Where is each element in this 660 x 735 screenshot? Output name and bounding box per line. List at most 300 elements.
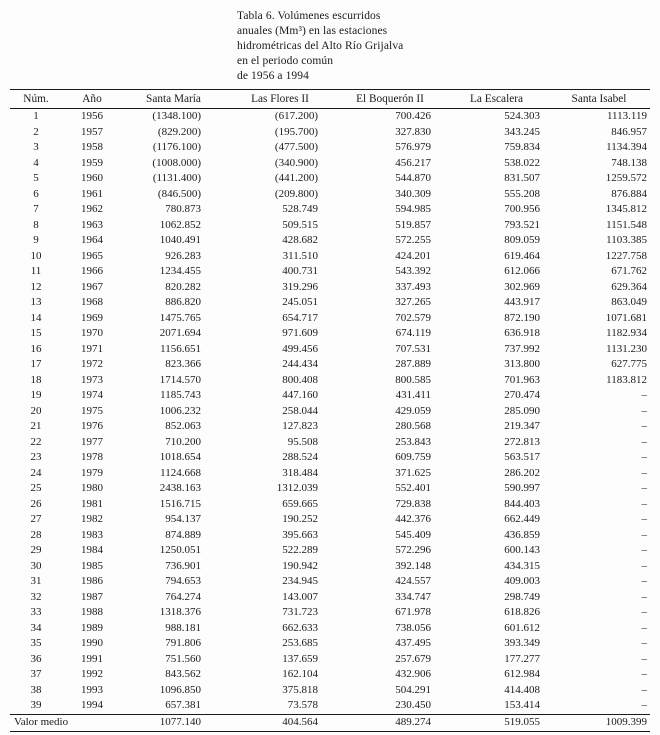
footer-value: 404.564: [282, 715, 318, 728]
table-cell: 19: [30, 389, 42, 401]
table-cell: 2438.163: [159, 482, 201, 494]
table-cell: 9: [33, 234, 39, 246]
caption-line-5: de 1956 a 1994: [237, 70, 309, 82]
table-cell: 731.723: [282, 606, 318, 618]
table-cell: 270.474: [504, 389, 540, 401]
data-table: [10, 89, 650, 732]
table-cell: 1156.651: [160, 342, 201, 355]
table-cell: 601.612: [504, 621, 540, 634]
table-row: [10, 481, 650, 497]
table-cell: 7: [33, 203, 39, 215]
table-cell: 793.521: [504, 218, 540, 231]
table-cell: 38: [30, 683, 42, 696]
table-cell: –: [641, 466, 647, 479]
table-cell: 245.051: [282, 296, 318, 308]
table-cell: 659.665: [282, 497, 318, 510]
table-cell: –: [641, 451, 647, 463]
table-cell: 137.659: [282, 652, 318, 665]
table-cell: 538.022: [504, 156, 540, 169]
table-cell: 253.685: [282, 637, 318, 649]
table-cell: 1991: [81, 652, 103, 665]
table-cell: –: [641, 528, 647, 541]
table-cell: 844.403: [504, 497, 540, 510]
table-cell: 1972: [81, 358, 103, 370]
table-cell: 37: [30, 668, 42, 680]
table-cell: –: [641, 621, 647, 634]
table-cell: 257.679: [395, 652, 431, 665]
table-cell: –: [641, 683, 647, 696]
column-header: El Boquerón II: [356, 93, 424, 105]
table-cell: (1176.100): [152, 141, 201, 153]
table-cell: 1183.812: [606, 373, 647, 386]
table-cell: 1981: [81, 497, 103, 510]
table-cell: 6: [33, 187, 39, 200]
table-row: [10, 326, 650, 342]
caption-line-4: en el periodo común: [237, 55, 334, 67]
table-cell: 519.857: [395, 218, 431, 231]
table-cell: 8: [33, 218, 39, 231]
table-cell: 33: [30, 606, 42, 618]
table-cell: –: [641, 513, 647, 525]
table-row: [10, 559, 650, 575]
table-cell: 13: [30, 296, 42, 308]
table-cell: 234.945: [282, 575, 318, 587]
table-cell: 20: [30, 404, 42, 417]
table-row: [10, 698, 650, 714]
table-cell: 1959: [81, 156, 103, 169]
table-row: [10, 280, 650, 296]
caption-line-1: Tabla 6. Volúmenes escurridos: [237, 10, 381, 22]
table-cell: 504.291: [395, 683, 431, 696]
table-cell: 288.524: [282, 451, 318, 463]
table-cell: 286.202: [504, 466, 540, 479]
table-cell: –: [641, 389, 647, 401]
table-row: [10, 404, 650, 420]
table-cell: 3: [33, 141, 39, 153]
table-cell: 800.585: [395, 373, 431, 386]
table-cell: 29: [30, 544, 42, 556]
table-cell: (477.500): [274, 141, 318, 153]
column-header: Núm.: [23, 93, 49, 105]
table-cell: 313.800: [504, 358, 540, 370]
table-cell: 392.148: [395, 559, 431, 572]
table-cell: 437.495: [395, 637, 431, 649]
table-cell: 874.889: [165, 528, 201, 541]
table-cell: 736.901: [165, 559, 201, 572]
table-cell: 414.408: [504, 683, 540, 696]
table-cell: 1071.681: [605, 311, 647, 324]
table-cell: 1985: [81, 559, 103, 572]
table-cell: 340.309: [395, 187, 431, 200]
table-cell: 258.044: [282, 404, 318, 417]
table-cell: 843.562: [165, 668, 201, 680]
table-cell: 287.889: [395, 358, 431, 370]
table-row: [10, 605, 650, 621]
table-cell: 737.992: [504, 342, 540, 355]
table-cell: 671.978: [395, 606, 431, 618]
table-cell: 1970: [81, 327, 103, 339]
table-cell: –: [641, 482, 647, 494]
table-cell: 594.985: [395, 203, 431, 215]
table-cell: 34: [30, 621, 42, 634]
table-cell: 434.315: [504, 559, 540, 572]
table-cell: 1: [33, 110, 39, 122]
table-cell: 1984: [81, 544, 103, 556]
table-cell: 1134.394: [606, 141, 647, 153]
table-cell: 15: [30, 327, 42, 339]
table-cell: 219.347: [504, 420, 540, 432]
table-cell: –: [641, 637, 647, 649]
table-cell: 522.289: [282, 544, 318, 556]
table-cell: 432.906: [395, 668, 431, 680]
table-cell: 21: [30, 420, 42, 432]
table-cell: 1993: [81, 683, 103, 696]
table-cell: 1982: [81, 513, 103, 525]
footer-value: 519.055: [504, 715, 540, 728]
table-cell: 1312.039: [276, 482, 318, 494]
table-cell: 244.434: [282, 358, 318, 370]
table-cell: 153.414: [504, 699, 540, 711]
table-cell: 409.003: [504, 575, 540, 587]
table-cell: 528.749: [282, 203, 318, 215]
table-cell: 1976: [81, 420, 103, 432]
table-cell: 272.813: [504, 435, 540, 448]
table-cell: 10: [30, 249, 42, 262]
caption-line-2: anuales (Mm³) en las estaciones: [237, 25, 388, 37]
table-row: [10, 249, 650, 265]
table-row: [10, 497, 650, 513]
table-cell: 751.560: [165, 652, 201, 665]
table-cell: 800.408: [282, 373, 318, 386]
table-cell: 1516.715: [159, 497, 201, 510]
table-cell: 852.063: [165, 420, 201, 432]
table-cell: 657.381: [165, 699, 201, 711]
table-cell: 162.104: [282, 668, 318, 680]
table-cell: (1008.000): [152, 156, 201, 169]
table-cell: 499.456: [282, 342, 318, 355]
table-cell: 543.392: [395, 265, 431, 277]
table-row: [10, 109, 650, 125]
table-cell: 794.653: [165, 575, 201, 587]
table-cell: 700.426: [395, 110, 431, 122]
table-cell: (1131.400): [152, 172, 201, 184]
table-cell: 707.531: [395, 342, 431, 355]
table-cell: (441.200): [274, 172, 318, 184]
table-cell: 618.826: [504, 606, 540, 618]
table-body: [10, 109, 650, 715]
table-cell: 393.349: [504, 637, 540, 649]
table-cell: 791.806: [165, 637, 201, 649]
table-cell: 764.274: [165, 590, 201, 603]
table-cell: –: [641, 420, 647, 432]
table-cell: 28: [30, 528, 42, 541]
table-cell: 1977: [81, 435, 103, 448]
table-cell: 1103.385: [606, 234, 647, 246]
table-cell: 1250.051: [159, 544, 201, 556]
table-cell: 1960: [81, 172, 103, 184]
table-cell: 1994: [81, 699, 103, 711]
table-cell: 280.568: [395, 420, 431, 432]
column-header: La Escalera: [470, 93, 523, 105]
table-row: [10, 311, 650, 327]
table-cell: 424.557: [395, 575, 431, 587]
table-cell: 1113.119: [606, 110, 647, 122]
column-header: Santa Isabel: [571, 93, 627, 105]
table-cell: –: [641, 575, 647, 587]
table-cell: 1969: [81, 311, 103, 324]
table-cell: 702.579: [395, 311, 431, 324]
table-cell: (829.200): [157, 125, 201, 138]
table-row: [10, 667, 650, 683]
table-cell: 609.759: [395, 451, 431, 463]
table-row: [10, 202, 650, 218]
table-row: [10, 373, 650, 389]
table-cell: 25: [30, 482, 42, 494]
table-row: [10, 435, 650, 451]
table-cell: 253.843: [395, 435, 431, 448]
column-header: Año: [82, 93, 102, 105]
table-cell: 544.870: [395, 172, 431, 184]
table-row: [10, 171, 650, 187]
table-cell: 729.838: [395, 497, 431, 510]
table-cell: 32: [30, 590, 42, 603]
table-cell: 1018.654: [159, 451, 201, 463]
table-cell: 619.464: [504, 249, 540, 262]
table-cell: 1967: [81, 280, 103, 293]
table-cell: 1964: [81, 234, 103, 246]
table-cell: 31: [30, 575, 42, 587]
table-cell: 662.633: [282, 621, 318, 634]
table-cell: 127.823: [282, 420, 318, 432]
table-cell: 2071.694: [159, 327, 201, 339]
table-cell: (195.700): [274, 125, 318, 138]
table-row: [10, 636, 650, 652]
table-cell: 2: [33, 125, 39, 138]
column-header: Santa María: [146, 93, 201, 105]
table-cell: 563.517: [504, 451, 540, 463]
table-cell: 572.296: [395, 544, 431, 556]
table-cell: 863.049: [611, 296, 647, 308]
table-row: [10, 528, 650, 544]
table-cell: 1975: [81, 404, 103, 417]
table-cell: 230.450: [395, 699, 431, 711]
table-row: [10, 295, 650, 311]
table-cell: 327.265: [395, 296, 431, 308]
table-cell: 988.181: [165, 621, 201, 634]
table-cell: 5: [33, 172, 39, 184]
table-cell: 636.918: [504, 327, 540, 339]
footer-value: 1077.140: [159, 715, 201, 728]
table-cell: 298.749: [504, 590, 540, 603]
column-header: Las Flores II: [251, 93, 309, 105]
table-row: [10, 466, 650, 482]
table-row: [10, 233, 650, 249]
table-cell: 18: [30, 373, 42, 386]
table-header-row: [10, 90, 650, 109]
table-cell: 12: [30, 280, 42, 293]
table-cell: 612.066: [504, 265, 540, 277]
table-cell: 39: [30, 699, 42, 711]
table-cell: 1714.570: [159, 373, 201, 386]
table-cell: 319.296: [282, 280, 318, 293]
table-cell: 831.507: [504, 172, 540, 184]
table-cell: 11: [30, 265, 42, 277]
table-row: [10, 156, 650, 172]
table-row: [10, 342, 650, 358]
table-cell: 24: [30, 466, 42, 479]
table-cell: 1318.376: [159, 606, 201, 618]
table-row: [10, 187, 650, 203]
table-cell: 710.200: [165, 435, 201, 448]
table-cell: (340.900): [274, 156, 318, 169]
table-cell: –: [641, 497, 647, 510]
table-cell: 436.859: [504, 528, 540, 541]
table-cell: 395.663: [282, 528, 318, 541]
table-row: [10, 621, 650, 637]
table-cell: (1348.100): [152, 110, 201, 122]
table-cell: 576.979: [395, 141, 431, 153]
table-cell: 545.409: [395, 528, 431, 541]
table-cell: 886.820: [165, 296, 201, 308]
table-cell: 572.255: [395, 234, 431, 246]
table-cell: 1973: [81, 373, 103, 386]
table-cell: –: [641, 606, 647, 618]
table-cell: 954.137: [165, 513, 201, 525]
table-cell: –: [641, 668, 647, 680]
table-cell: 872.190: [504, 311, 540, 324]
table-cell: 334.747: [395, 590, 431, 603]
table-cell: 555.208: [504, 187, 540, 200]
table-cell: 1956: [81, 110, 103, 122]
table-cell: 846.957: [611, 125, 647, 138]
table-cell: 1006.232: [159, 404, 201, 417]
table-cell: 424.201: [395, 249, 431, 262]
table-cell: –: [641, 590, 647, 603]
table-cell: 590.997: [504, 482, 540, 494]
table-cell: 748.138: [611, 156, 647, 169]
table-row: [10, 512, 650, 528]
table-cell: (846.500): [157, 187, 201, 200]
table-cell: 429.059: [395, 404, 431, 417]
table-cell: 311.510: [282, 249, 318, 262]
table-cell: 1971: [81, 342, 103, 355]
table-cell: 16: [30, 342, 42, 355]
caption-line-3: hidrométricas del Alto Río Grijalva: [237, 40, 404, 52]
table-cell: 22: [30, 435, 42, 448]
table-cell: 627.775: [611, 358, 647, 370]
table-cell: 809.059: [504, 234, 540, 246]
table-cell: 780.873: [165, 203, 201, 215]
table-cell: 428.682: [282, 234, 318, 246]
table-cell: 302.969: [504, 280, 540, 293]
table-cell: 1966: [81, 265, 103, 277]
table-cell: 177.277: [504, 652, 540, 665]
table-cell: 1124.668: [160, 466, 201, 479]
table-cell: 1185.743: [160, 389, 201, 401]
table-cell: 1062.852: [159, 218, 201, 231]
table-cell: 1988: [81, 606, 103, 618]
table-cell: 190.942: [282, 559, 318, 572]
table-cell: –: [641, 699, 647, 711]
table-cell: –: [641, 559, 647, 572]
table-row: [10, 357, 650, 373]
table-cell: –: [641, 544, 647, 556]
table-cell: 285.090: [504, 404, 540, 417]
table-cell: 1957: [81, 125, 103, 138]
table-cell: 1096.850: [159, 683, 201, 696]
table-cell: 1983: [81, 528, 103, 541]
footer-value: 1009.399: [605, 715, 647, 728]
table-cell: 738.056: [395, 621, 431, 634]
table-cell: 701.963: [504, 373, 540, 386]
table-cell: 1962: [81, 203, 103, 215]
table-cell: 600.143: [504, 544, 540, 556]
table-cell: 1965: [81, 249, 103, 262]
table-cell: 1151.548: [606, 218, 647, 231]
table-row: [10, 140, 650, 156]
table-row: [10, 652, 650, 668]
table-cell: 1961: [81, 187, 103, 200]
table-cell: 524.303: [504, 110, 540, 122]
table-cell: (617.200): [274, 110, 318, 122]
table-cell: 1227.758: [605, 249, 647, 262]
table-cell: 26: [30, 497, 42, 510]
table-cell: 1040.491: [159, 234, 201, 246]
table-cell: 629.364: [611, 280, 647, 293]
table-cell: 190.252: [282, 513, 318, 525]
table-cell: 1182.934: [606, 327, 647, 339]
table-row: [10, 543, 650, 559]
table-cell: 971.609: [282, 327, 318, 339]
table-cell: 759.834: [504, 141, 540, 153]
table-cell: 73.578: [287, 699, 318, 711]
table-cell: 1978: [81, 451, 103, 463]
table-cell: 23: [30, 451, 42, 463]
footer-value: 489.274: [395, 715, 431, 728]
table-cell: 431.411: [395, 389, 431, 401]
table-row: [10, 218, 650, 234]
table-row: [10, 590, 650, 606]
table-row: [10, 419, 650, 435]
table-cell: 876.884: [611, 187, 647, 200]
table-row: [10, 388, 650, 404]
table-cell: 14: [30, 311, 42, 324]
table-cell: 1131.230: [606, 342, 647, 355]
table-cell: 823.366: [165, 358, 201, 370]
table-cell: 1475.765: [159, 311, 201, 324]
table-cell: 654.717: [282, 311, 318, 324]
table-cell: 1968: [81, 296, 103, 308]
table-cell: 327.830: [395, 125, 431, 138]
table-cell: (209.800): [274, 187, 318, 200]
table-footer-row: [10, 714, 650, 731]
table-row: [10, 574, 650, 590]
table-cell: 442.376: [395, 513, 431, 525]
table-row: [10, 450, 650, 466]
table-cell: 1980: [81, 482, 103, 494]
table-cell: 443.917: [504, 296, 540, 308]
table-cell: 1992: [81, 668, 103, 680]
table-cell: 447.160: [282, 389, 318, 401]
table-cell: –: [641, 435, 647, 448]
table-cell: 143.007: [282, 590, 318, 603]
table-cell: 820.282: [165, 280, 201, 293]
table-cell: 926.283: [165, 249, 201, 262]
table-cell: 509.515: [282, 218, 318, 231]
table-cell: 337.493: [395, 280, 431, 293]
table-cell: 552.401: [395, 482, 431, 494]
table-cell: 1345.812: [605, 203, 647, 215]
